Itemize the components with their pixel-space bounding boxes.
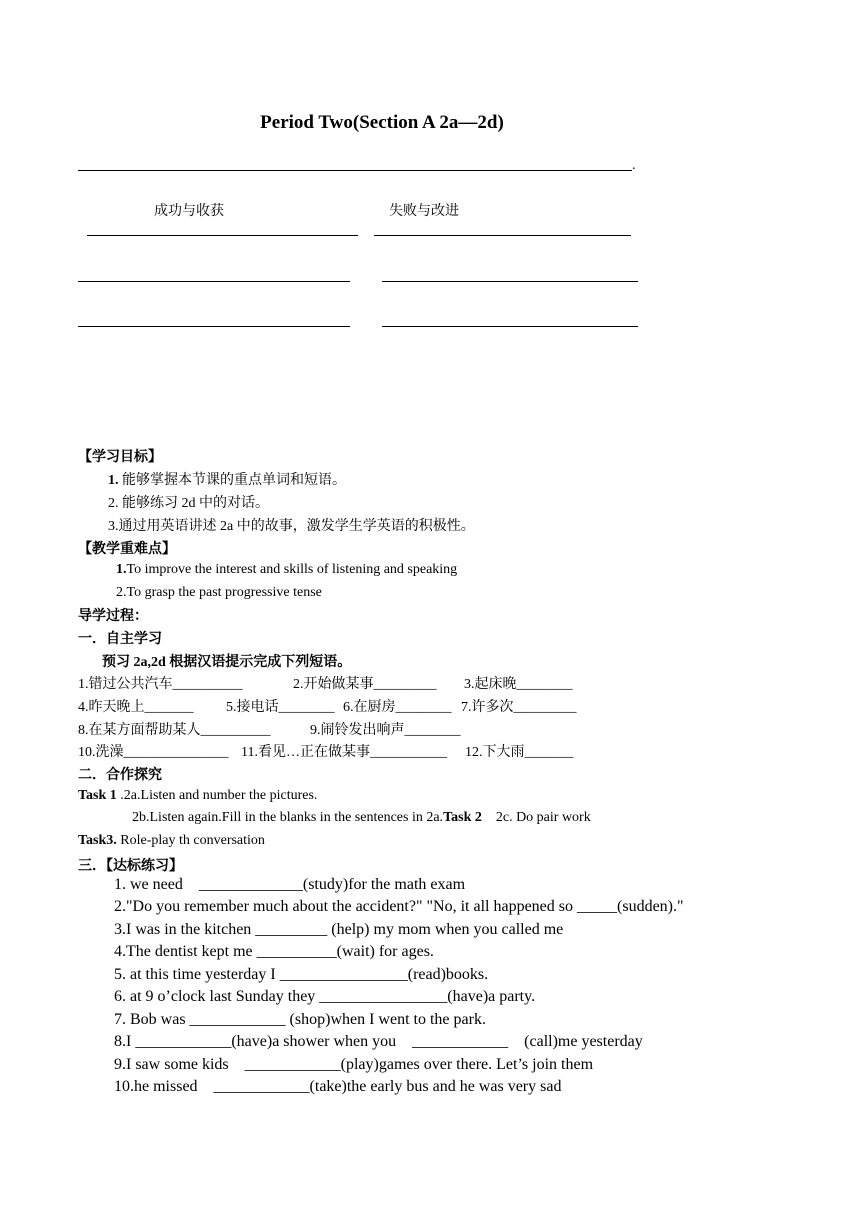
goal-item (108, 469, 346, 489)
phrase-item: 8.在某方面帮助某人__________ (78, 723, 271, 738)
task3-line (78, 833, 265, 849)
improve-heading: 失败与改进 (389, 204, 459, 219)
goal-text: 通过用英语讲述 2a 中的故事，激发学生学英语的积极性。 (118, 519, 475, 534)
keypoint-item (116, 585, 322, 601)
goal-text: 能够练习 2d 中的对话。 (118, 496, 269, 511)
phrase-item: 4.昨天晚上_______ (78, 700, 194, 715)
keypoint-num: 1. (116, 562, 127, 577)
goal-num: 3. (108, 519, 119, 534)
task1b-line (132, 810, 591, 826)
improve-line-1 (374, 235, 631, 236)
task1b-text: 2b.Listen again.Fill in the blanks in the sentences in 2a. (132, 810, 444, 825)
phrase-item: 11.看见…正在做某事___________ (241, 745, 447, 760)
section1-heading: 一．自主学习 (78, 632, 162, 647)
task2-label: Task 2 (443, 810, 482, 825)
task1-text: .2a.Listen and number the pictures. (116, 788, 318, 803)
top-rule (78, 170, 632, 171)
exercise-item: 3.I was in the kitchen _________ (help) my mom when you called me (114, 921, 564, 938)
exercise-item: 10.he missed ____________(take)the early bus and he was very sad (114, 1078, 562, 1095)
exercise-item: 2."Do you remember much about the accident?" "No, it all happened so _____(sudden)." (114, 898, 684, 915)
success-line-1 (87, 235, 358, 236)
phrase-item: 1.错过公共汽车__________ (78, 677, 243, 692)
goal-num: 1. (108, 473, 119, 488)
task2-text: 2c. Do pair work (495, 810, 591, 825)
goal-item (108, 492, 269, 512)
phrase-item: 12.下大雨_______ (465, 745, 574, 760)
phrase-item: 5.接电话________ (226, 700, 335, 715)
phrase-item: 7.许多次_________ (461, 700, 577, 715)
task1-label: Task 1 (78, 788, 117, 803)
exercise-item: 7. Bob was ____________ (shop)when I went to the park. (114, 1011, 486, 1028)
exercise-item: 5. at this time yesterday I ________________(read)books. (114, 966, 489, 983)
keypoint-item (116, 562, 457, 578)
section3-heading: 三．【达标练习】 (78, 859, 183, 874)
top-rule-end: . (632, 158, 636, 173)
keypoint-num: 2. (116, 585, 127, 600)
process-heading: 导学过程： (78, 609, 148, 624)
goals-heading: 【学习目标】 (78, 450, 162, 465)
exercise-item: 8.I ____________(have)a shower when you ____________ (call)me yesterday (114, 1033, 643, 1050)
phrase-item: 3.起床晚________ (464, 677, 573, 692)
goal-num: 2. (108, 496, 119, 511)
exercise-item: 1. we need _____________(study)for the math exam (114, 876, 466, 893)
task3-label: Task3. (78, 833, 117, 848)
improve-line-2 (382, 281, 638, 282)
keypoint-text: To grasp the past progressive tense (126, 585, 322, 600)
success-line-2 (78, 281, 350, 282)
section1-instruction: 预习 2a,2d 根据汉语提示完成下列短语。 (102, 655, 352, 670)
exercise-item: 9.I saw some kids ____________(play)games over there. Let’s join them (114, 1056, 594, 1073)
goal-text: 能够掌握本节课的重点单词和短语。 (118, 473, 346, 488)
section2-heading: 二．合作探究 (78, 768, 162, 783)
goal-item (108, 515, 475, 535)
phrase-item: 2.开始做某事_________ (293, 677, 437, 692)
task3-text: Role-play th conversation (116, 833, 265, 848)
keypoints-heading: 【教学重难点】 (78, 542, 176, 557)
improve-line-3 (382, 326, 638, 327)
success-heading: 成功与收获 (154, 204, 224, 219)
phrase-item: 9.闹铃发出响声________ (310, 723, 461, 738)
success-line-3 (78, 326, 350, 327)
phrase-item: 6.在厨房________ (343, 700, 452, 715)
task1-line (78, 788, 317, 804)
keypoint-text: To improve the interest and skills of listening and speaking (126, 562, 458, 577)
page-title: Period Two(Section A 2a—2d) (260, 112, 504, 133)
phrase-item: 10.洗澡_______________ (78, 745, 229, 760)
exercise-item: 4.The dentist kept me __________(wait) for ages. (114, 943, 434, 960)
exercise-item: 6. at 9 o’clock last Sunday they ________________(have)a party. (114, 988, 536, 1005)
